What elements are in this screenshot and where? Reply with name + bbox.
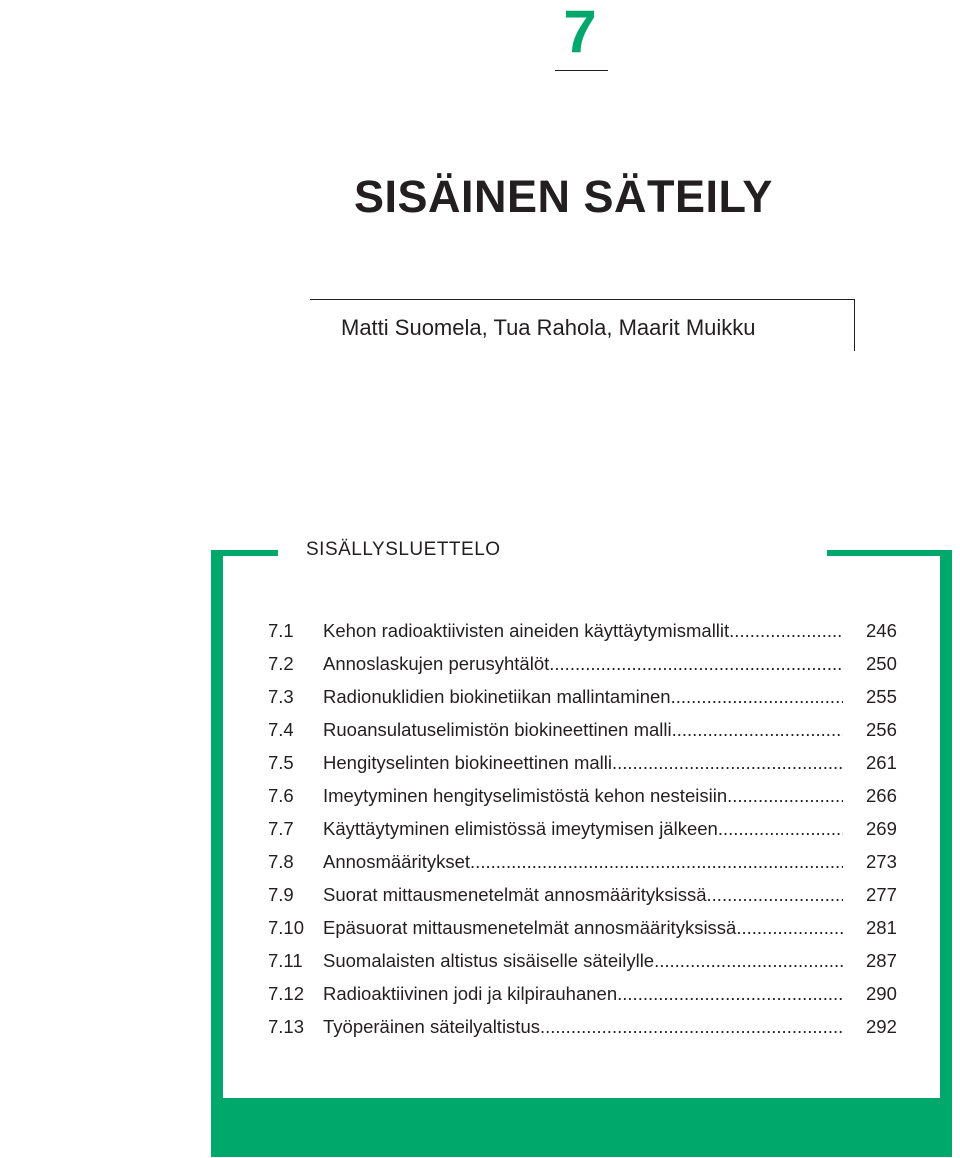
chapter-title: SISÄINEN SÄTEILY [354, 171, 773, 222]
toc-entry[interactable] [268, 1013, 900, 1041]
toc-entry-number: 7.2 [268, 653, 294, 674]
toc-entry[interactable] [268, 848, 900, 876]
toc-entry-page: 287 [866, 950, 897, 971]
toc-entry[interactable] [268, 650, 900, 678]
toc-entry-page: 255 [866, 686, 897, 707]
toc-entry-page: 246 [866, 620, 897, 641]
toc-entry[interactable] [268, 749, 900, 777]
toc-entry-number: 7.8 [268, 851, 294, 872]
toc-entry-title: Radioaktiivinen jodi ja kilpirauhanen ..... [323, 980, 843, 1008]
toc-entry-page: 261 [866, 752, 897, 773]
chapter-number: 7 [563, 0, 597, 65]
toc-entry-title: Ruoansulatuselimistön biokineettinen malli ..... [323, 716, 843, 744]
toc-entry-title: Käyttäytyminen elimistössä imeytymisen jälkeen ..... [323, 815, 843, 843]
toc-entry-number: 7.4 [268, 719, 294, 740]
toc-entry-page: 277 [866, 884, 897, 905]
toc-entry-title: Epäsuorat mittausmenetelmät annosmäärityksissä ..... [323, 914, 843, 942]
toc-entry-number: 7.10 [268, 917, 305, 938]
toc-entry-number: 7.12 [268, 983, 305, 1004]
toc-entry[interactable] [268, 782, 900, 810]
toc-entry-title: Annoslaskujen perusyhtälöt ..... [323, 650, 843, 678]
toc-entry-title: Annosmääritykset ..... [323, 848, 843, 876]
toc-entry-page: 256 [866, 719, 897, 740]
toc-entry[interactable] [268, 980, 900, 1008]
toc-entry-title: Hengityselinten biokineettinen malli ..... [323, 749, 843, 777]
toc-entry-title: Kehon radioaktiivisten aineiden käyttäytymismallit ..... [323, 617, 843, 645]
toc-entry-number: 7.1 [268, 620, 294, 641]
toc-entry-title: Suomalaisten altistus sisäiselle säteilylle ..... [323, 947, 843, 975]
toc-entry[interactable] [268, 914, 900, 942]
toc-entry-title: Radionuklidien biokinetiikan mallintaminen ..... [323, 683, 843, 711]
toc-entry-page: 281 [866, 917, 897, 938]
chapter-authors: Matti Suomela, Tua Rahola, Maarit Muikku [341, 315, 756, 340]
toc-entry-number: 7.3 [268, 686, 294, 707]
toc-entry[interactable] [268, 881, 900, 909]
toc-heading: SISÄLLYSLUETTELO [306, 539, 501, 560]
toc-entry[interactable] [268, 683, 900, 711]
toc-entry-page: 250 [866, 653, 897, 674]
toc-entry-number: 7.9 [268, 884, 294, 905]
toc-entry-number: 7.5 [268, 752, 294, 773]
toc-entry-title: Suorat mittausmenetelmät annosmäärityksissä ..... [323, 881, 843, 909]
toc-entry[interactable] [268, 617, 900, 645]
toc-entry-number: 7.7 [268, 818, 294, 839]
toc-entry[interactable] [268, 815, 900, 843]
toc-entry-page: 273 [866, 851, 897, 872]
toc-entry-title: Työperäinen säteilyaltistus ..... [323, 1013, 843, 1041]
toc-entry-number: 7.13 [268, 1016, 305, 1037]
toc-entry-number: 7.11 [268, 950, 303, 971]
toc-entry[interactable] [268, 947, 900, 975]
toc-entry[interactable] [268, 716, 900, 744]
toc-entry-page: 266 [866, 785, 897, 806]
toc-entry-title: Imeytyminen hengityselimistöstä kehon nesteisiin ..... [323, 782, 843, 810]
toc-entry-page: 290 [866, 983, 897, 1004]
toc-entry-page: 292 [866, 1016, 897, 1037]
toc-entry-number: 7.6 [268, 785, 294, 806]
toc-entry-page: 269 [866, 818, 897, 839]
